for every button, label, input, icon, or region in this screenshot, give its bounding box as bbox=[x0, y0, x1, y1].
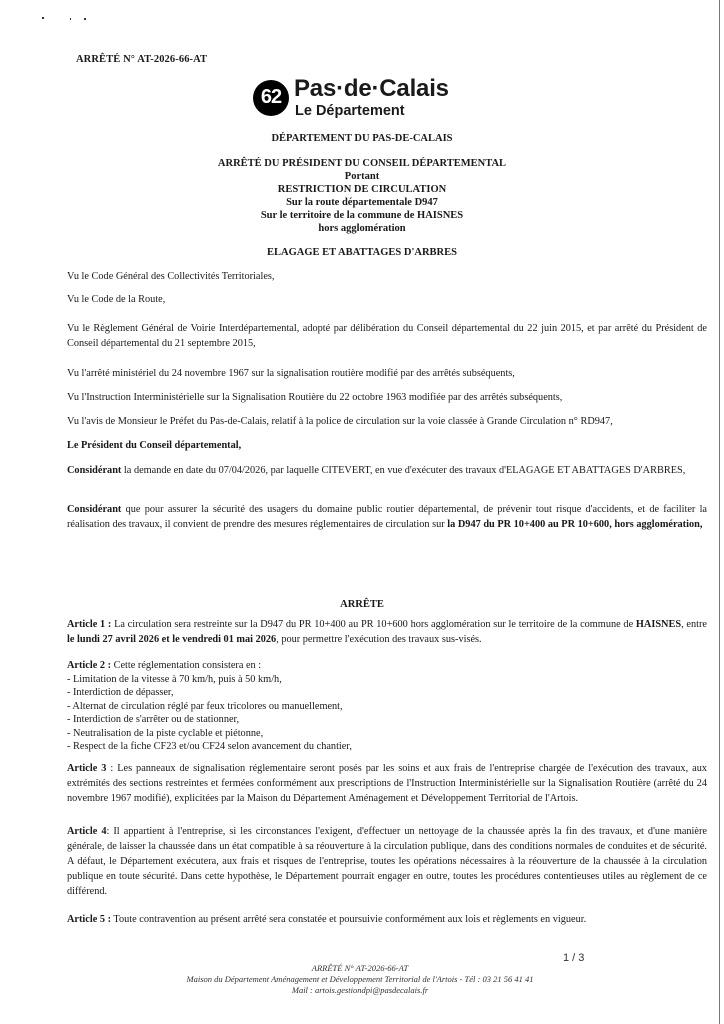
measure-item: - Interdiction de s'arrêter ou de stationner, bbox=[67, 714, 240, 725]
article-4 bbox=[67, 824, 707, 899]
arrete-title: ARRÊTE bbox=[340, 599, 384, 610]
footer-address: Maison du Département Aménagement et Développement Territorial de l'Artois - Tél : 03 21 56 41 41 bbox=[186, 974, 534, 984]
article-2 bbox=[67, 659, 627, 754]
header-line: Sur la route départementale D947 bbox=[286, 197, 438, 208]
article-label: Article 1 : bbox=[67, 619, 112, 630]
footer bbox=[140, 963, 580, 996]
footer-reference: ARRÊTÉ N° AT-2026-66-AT bbox=[311, 963, 409, 973]
decree-header bbox=[0, 157, 724, 235]
considerant-text: la demande en date du 07/04/2026, par laquelle CITEVERT, en vue d'exécuter des travaux d'ELAGAGE ET ABATTAGES D'ARBRES, bbox=[121, 465, 686, 476]
considerant-paragraph bbox=[67, 502, 707, 532]
considerant-bold-tail: la D947 du PR 10+400 au PR 10+600, hors agglomération, bbox=[447, 519, 703, 530]
measure-item: - Interdiction de dépasser, bbox=[67, 687, 174, 698]
visa-item: Vu l'arrêté ministériel du 24 novembre 1967 sur la signalisation routière modifié par des arrêtés subséquents, bbox=[67, 368, 515, 379]
header-line: RESTRICTION DE CIRCULATION bbox=[277, 184, 447, 195]
article-label: Article 3 bbox=[67, 763, 107, 774]
scan-mark bbox=[84, 18, 86, 20]
footer-email: Mail : artois.gestiondpi@pasdecalais.fr bbox=[291, 985, 429, 995]
measure-item: - Respect de la fiche CF23 et/ou CF24 selon avancement du chantier, bbox=[67, 741, 352, 752]
document-reference: ARRÊTÉ N° AT-2026-66-AT bbox=[76, 54, 208, 65]
president-line: Le Président du Conseil départemental, bbox=[67, 440, 242, 451]
considerant-text: que pour assurer la sécurité des usagers du domaine public routier départemental, de prévenir tout risque d'accidents, et de faciliter la réalisation des travaux, il convient de prendre des mesures réglementaires de circulation sur bbox=[67, 504, 707, 530]
visa-item: Vu le Code Général des Collectivités Territoriales, bbox=[67, 271, 275, 282]
measure-item: - Neutralisation de la piste cyclable et piétonne, bbox=[67, 727, 264, 739]
visa-item: Vu le Règlement Général de Voirie Interdépartemental, adopté par délibération du Conseil départemental du 22 juin 2015, et par arrêté du Président de Conseil départemental du 21 septembre 2015, bbox=[67, 323, 707, 349]
header-line: hors agglomération bbox=[318, 223, 406, 234]
measure-item: - Limitation de la vitesse à 70 km/h, puis à 50 km/h, bbox=[67, 673, 282, 685]
article-text: La circulation sera restreinte sur la D947 du PR 10+400 au PR 10+600 hors agglomération sur le territoire de la commune de bbox=[111, 619, 636, 630]
header-line: ARRÊTÉ DU PRÉSIDENT DU CONSEIL DÉPARTEMENTAL bbox=[217, 158, 507, 169]
visa-item: Vu le Code de la Route, bbox=[67, 294, 166, 305]
visa-item: Vu l'avis de Monsieur le Préfet du Pas-de-Calais, relatif à la police de circulation sur la voie classée à Grande Circulation n° RD947, bbox=[67, 416, 613, 427]
article-1 bbox=[67, 617, 707, 647]
article-text: : Il appartient à l'entreprise, si les circonstances l'exigent, d'effectuer un nettoyage de la chaussée après la fin des travaux, et d'une manière générale, de laisser la chaussée dans un état compatible à sa réouverture à la circulation publique, dans des conditions normales de conduites et de sécurité. A défaut, le Département exécutera, aux frais et risques de l'entreprise, toutes les opérations nécessaires à la réouverture de la chaussée à la circulation publique en toute sécurité. Dans cette hypothèse, le Département pourrait engager en outre, toutes les procédures contentieuses utiles au règlement de ce différend. bbox=[67, 826, 707, 897]
subject-heading: ELAGAGE ET ABATTAGES D'ARBRES bbox=[267, 247, 457, 258]
header-line: Sur le territoire de la commune de HAISNES bbox=[260, 210, 464, 221]
page-edge-line bbox=[719, 0, 720, 1024]
considerant-lead: Considérant bbox=[67, 465, 122, 476]
department-logo bbox=[253, 77, 449, 119]
visa-item: Vu l'Instruction Interministérielle sur la Signalisation Routière du 22 octobre 1963 modifiée par des arrêtés subséquents, bbox=[67, 392, 563, 403]
article-text: Toute contravention au présent arrêté sera constatée et poursuivie conformément aux lois et règlements en vigueur. bbox=[111, 914, 587, 925]
considerant-lead: Considérant bbox=[67, 504, 122, 515]
considerant-paragraph bbox=[67, 463, 707, 478]
scan-mark bbox=[70, 18, 71, 20]
measure-item: - Alternat de circulation réglé par feux tricolores ou manuellement, bbox=[67, 700, 343, 712]
logo-badge: 62 bbox=[253, 80, 289, 116]
article-5 bbox=[67, 912, 707, 927]
department-heading: DÉPARTEMENT DU PAS-DE-CALAIS bbox=[271, 133, 453, 144]
logo-title: Pas·de·Calais bbox=[294, 75, 449, 102]
article-label: Article 5 : bbox=[67, 914, 112, 925]
article-label: Article 4 bbox=[67, 826, 107, 837]
article-text: , pour permettre l'exécution des travaux sus-visés. bbox=[276, 634, 482, 645]
commune-name: HAISNES bbox=[635, 619, 682, 630]
article-text: Cette réglementation consistera en : bbox=[111, 660, 262, 671]
article-3 bbox=[67, 761, 707, 806]
scan-mark bbox=[42, 17, 44, 19]
page-number: 1 / 3 bbox=[563, 952, 585, 964]
article-text: , entre bbox=[681, 619, 707, 630]
header-line: Portant bbox=[344, 171, 380, 182]
article-text: : Les panneaux de signalisation réglementaire seront posés par les soins et aux frais de l'entreprise chargée de l'exécution des travaux, aux extrémités des sections restreintes et fermées conformément aux prescriptions de l'Instruction Interministérielle sur la Signalisation Routière (arrêté du 24 novembre 1967 modifié), explicitées par la Maison du Département Aménagement et Développement Territorial de l'Artois. bbox=[67, 763, 707, 804]
logo-subtitle: Le Département bbox=[295, 103, 405, 119]
article-label: Article 2 : bbox=[67, 660, 112, 671]
date-range: le lundi 27 avril 2026 et le vendredi 01 mai 2026 bbox=[67, 634, 277, 645]
